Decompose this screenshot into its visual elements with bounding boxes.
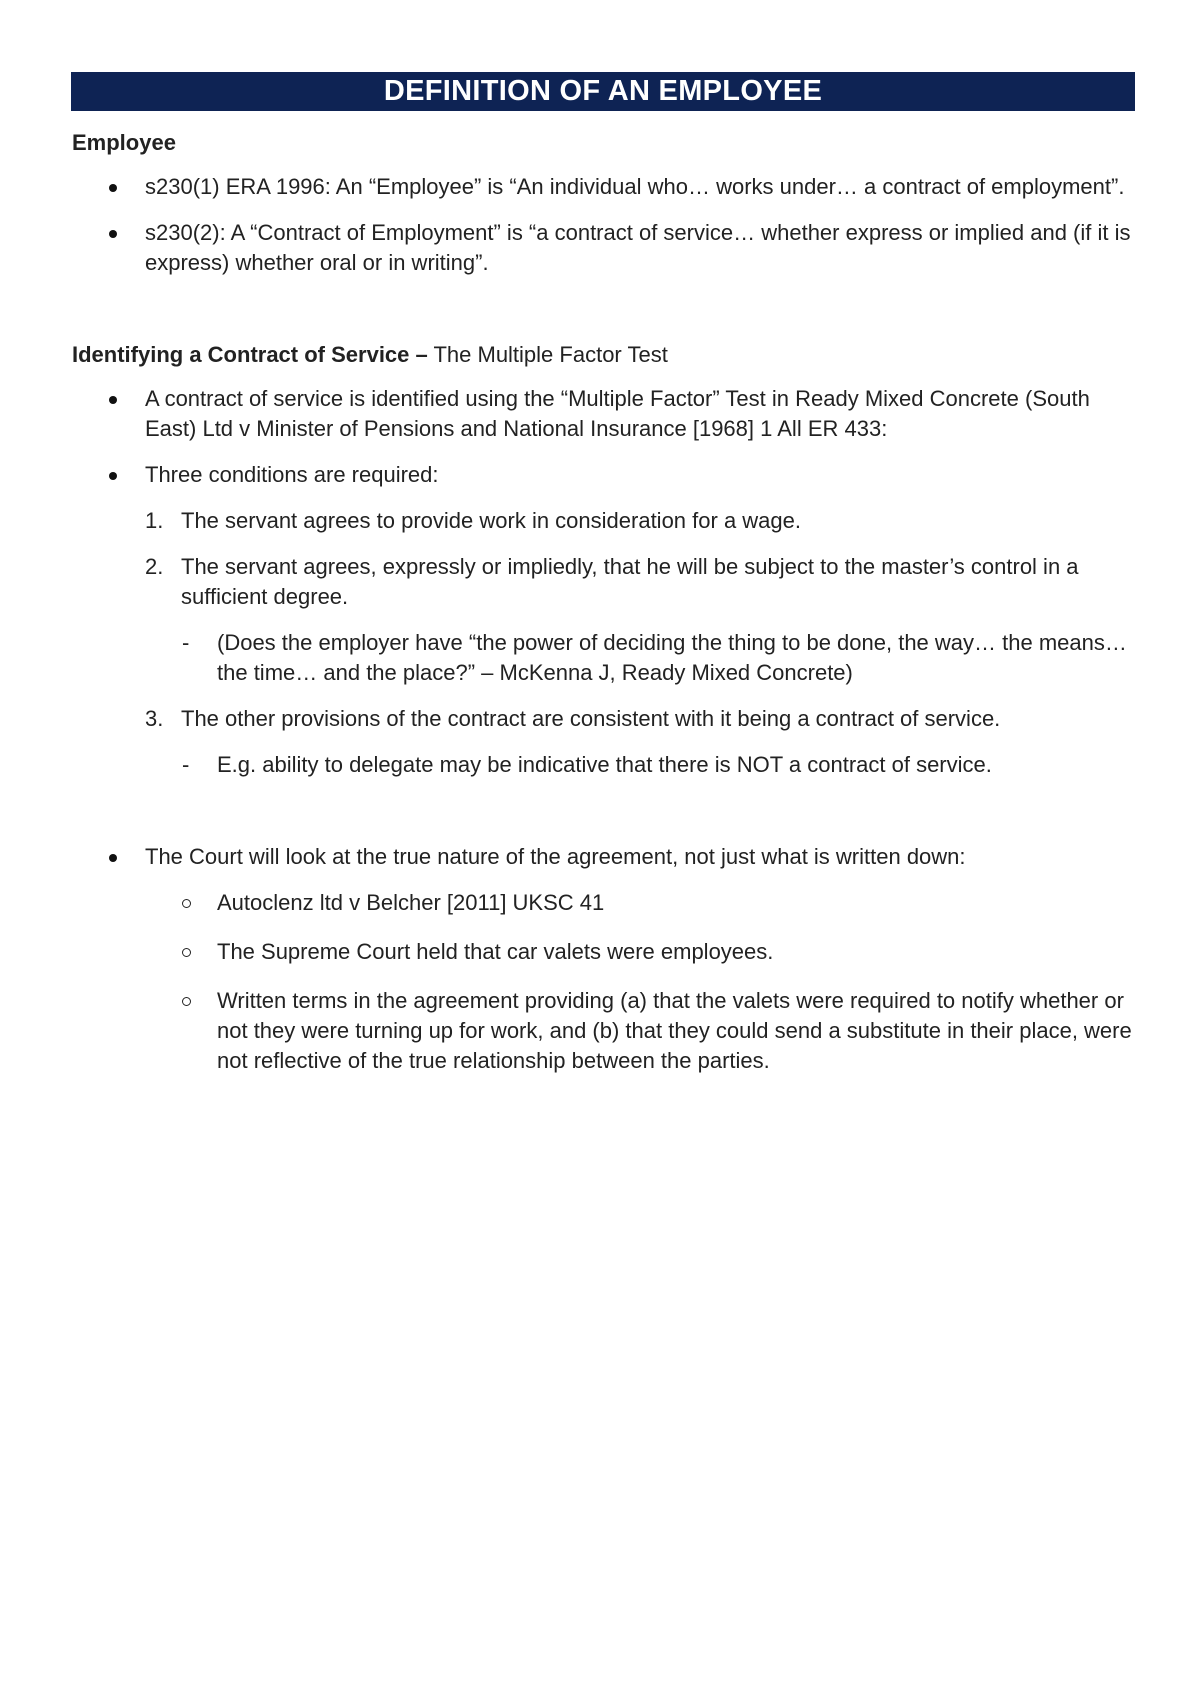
condition-2-sublist <box>72 628 1136 688</box>
bullet-text: Three conditions are required: <box>145 462 439 487</box>
sub-item-text: (Does the employer have “the power of deciding the thing to be done, the way… the means… the time… and the place?” – McKenna J, Ready Mixed Concrete) <box>217 630 1127 685</box>
circle-bullet-icon <box>182 997 191 1006</box>
section-heading-contract-of-service <box>72 340 1136 370</box>
employee-definition-list <box>72 172 1136 278</box>
section-heading-employee: Employee <box>72 130 176 155</box>
bullet-icon <box>109 396 117 404</box>
sub-item <box>72 628 1136 688</box>
sub-item <box>72 986 1136 1076</box>
true-nature-list <box>72 842 1136 872</box>
sub-item-text: Written terms in the agreement providing (a) that the valets were required to notify whether or not they were turning up for work, and (b) that they could send a substitute in their place, were not reflective of the true relationship between the parties. <box>217 988 1132 1073</box>
sub-item-text: Autoclenz ltd v Belcher [2011] UKSC 41 <box>217 890 605 915</box>
condition-item <box>72 552 1136 612</box>
bullet-text: The Court will look at the true nature of the agreement, not just what is written down: <box>145 844 966 869</box>
autoclenz-sublist <box>72 888 1136 1076</box>
sub-item <box>72 937 1136 967</box>
contract-of-service-list <box>72 384 1136 490</box>
condition-3-sublist <box>72 750 1136 780</box>
sub-item-text: E.g. ability to delegate may be indicative that there is NOT a contract of service. <box>217 752 992 777</box>
list-item <box>72 460 1136 490</box>
bullet-icon <box>109 230 117 238</box>
condition-item <box>72 506 1136 536</box>
list-item <box>72 218 1136 278</box>
bullet-icon <box>109 184 117 192</box>
conditions-list-continued <box>72 704 1136 734</box>
circle-bullet-icon <box>182 948 191 957</box>
sub-item-text: The Supreme Court held that car valets were employees. <box>217 939 774 964</box>
conditions-list <box>72 506 1136 612</box>
document-body <box>72 128 1136 1076</box>
list-item <box>72 384 1136 444</box>
circle-bullet-icon <box>182 899 191 908</box>
page-title: DEFINITION OF AN EMPLOYEE <box>383 75 823 107</box>
heading-bold-part: Identifying a Contract of Service – <box>72 342 428 367</box>
condition-text: The servant agrees, expressly or impliedly, that he will be subject to the master’s control in a sufficient degree. <box>181 554 1079 609</box>
sub-item <box>72 750 1136 780</box>
list-item <box>72 842 1136 872</box>
condition-number: 1. <box>145 508 164 533</box>
dash-marker: - <box>182 752 190 777</box>
bullet-text: s230(2): A “Contract of Employment” is “a contract of service… whether express or implied and (if it is express) whether oral or in writing”. <box>145 220 1131 275</box>
bullet-icon <box>109 472 117 480</box>
title-banner <box>71 72 1135 111</box>
condition-number: 2. <box>145 554 164 579</box>
list-item <box>72 172 1136 202</box>
condition-text: The servant agrees to provide work in consideration for a wage. <box>181 508 801 533</box>
sub-item <box>72 888 1136 918</box>
bullet-text: A contract of service is identified using the “Multiple Factor” Test in Ready Mixed Concrete (South East) Ltd v Minister of Pensions and National Insurance [1968] 1 All ER 433: <box>145 386 1090 441</box>
condition-number: 3. <box>145 706 164 731</box>
bullet-text: s230(1) ERA 1996: An “Employee” is “An individual who… works under… a contract of employment”. <box>145 174 1125 199</box>
condition-text: The other provisions of the contract are consistent with it being a contract of service. <box>181 706 1001 731</box>
dash-marker: - <box>182 630 190 655</box>
bullet-icon <box>109 854 117 862</box>
heading-normal-part: The Multiple Factor Test <box>427 342 668 367</box>
condition-item <box>72 704 1136 734</box>
